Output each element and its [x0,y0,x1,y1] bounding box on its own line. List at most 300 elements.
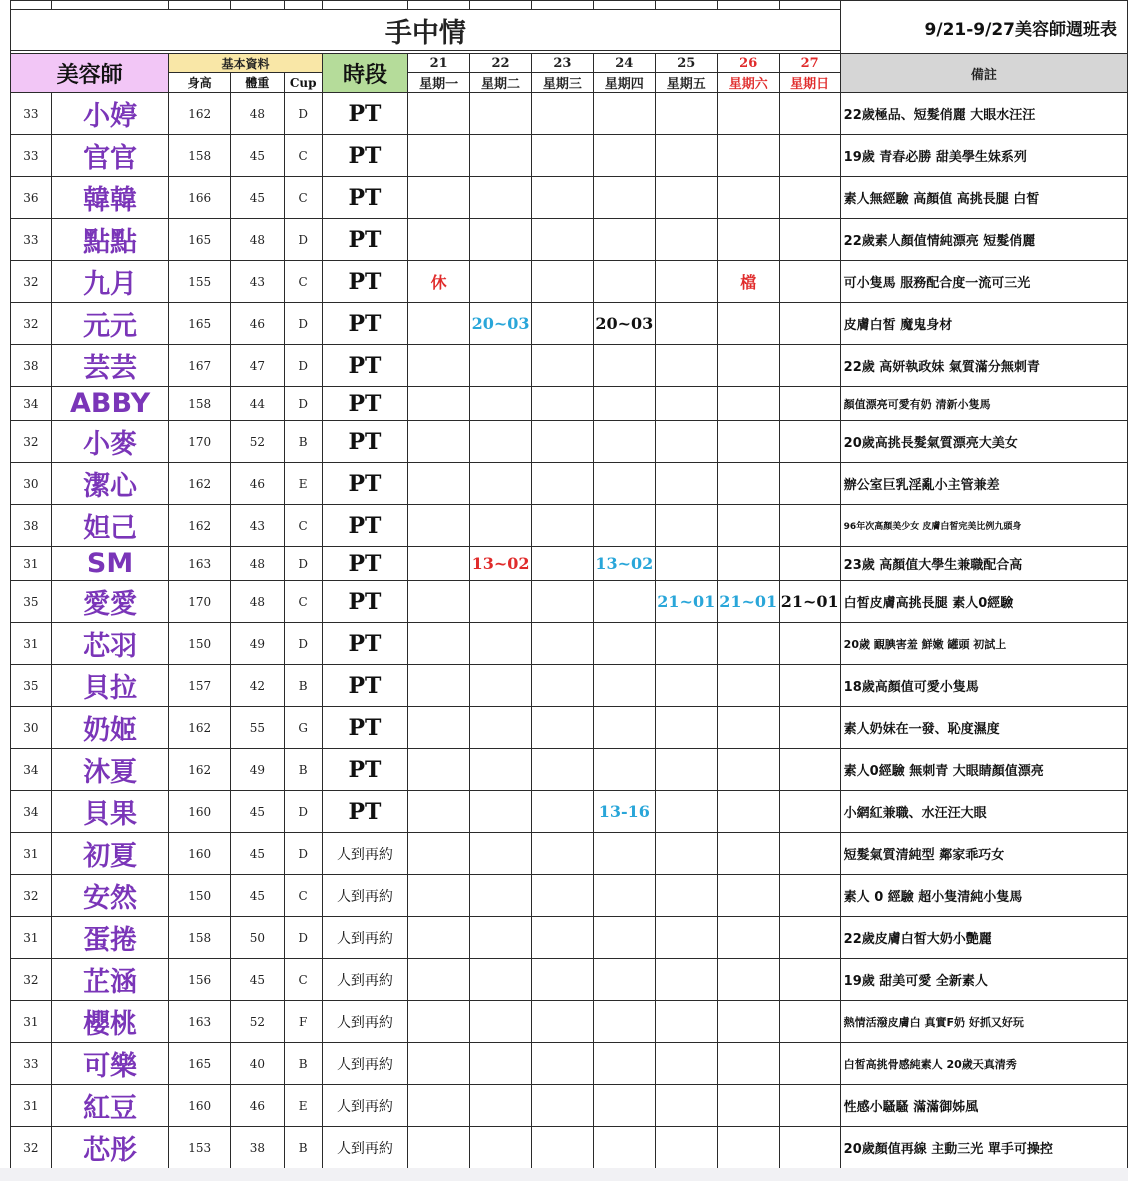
day-number: 26 [717,54,779,73]
weight-cell: 48 [231,547,285,581]
height-cell: 162 [169,505,231,547]
weight-cell: 52 [231,1001,285,1043]
spacer-cell [532,1,594,10]
schedule-cell [717,303,779,345]
schedule-cell [408,1043,470,1085]
schedule-cell [532,421,594,463]
note-cell: 22歲 高妍執政妹 氣質滿分無刺青 [840,345,1127,387]
staff-row [11,917,1128,959]
schedule-cell [779,303,840,345]
height-cell: 160 [169,791,231,833]
schedule-cell [408,749,470,791]
schedule-cell [532,623,594,665]
staff-row [11,833,1128,875]
staff-name: 點點 [51,219,169,261]
schedule-cell [532,135,594,177]
schedule-cell [779,345,840,387]
note-cell: 22歲素人顏值情純漂亮 短髮俏麗 [840,219,1127,261]
schedule-cell [655,875,717,917]
spacer-cell [779,1,840,10]
schedule-cell [470,505,532,547]
age-cell: 32 [11,959,52,1001]
spacer-cell [284,1,322,10]
schedule-cell [655,93,717,135]
schedule-cell [532,303,594,345]
schedule-cell [655,505,717,547]
schedule-cell [470,177,532,219]
schedule-cell [532,505,594,547]
header-row-1 [11,54,1128,73]
age-cell: 36 [11,177,52,219]
note-cell: 辦公室巨乳淫亂小主管兼差 [840,463,1127,505]
schedule-cell [408,1127,470,1169]
staff-row [11,303,1128,345]
staff-row [11,135,1128,177]
schedule-cell [593,387,655,421]
weight-cell: 46 [231,303,285,345]
cup-cell: B [284,1127,322,1169]
schedule-cell [532,875,594,917]
schedule-cell [717,875,779,917]
cup-cell: E [284,463,322,505]
spacer-cell [717,1,779,10]
schedule-cell [408,875,470,917]
note-cell: 白皙高挑骨感純素人 20歲天真清秀 [840,1043,1127,1085]
cup-cell: B [284,421,322,463]
staff-row [11,1001,1128,1043]
schedule-cell: 檔 [717,261,779,303]
schedule-cell [717,917,779,959]
height-cell: 162 [169,463,231,505]
header-name: 美容師 [11,54,169,93]
schedule-cell [408,421,470,463]
staff-name: 芯羽 [51,623,169,665]
staff-name: 芯彤 [51,1127,169,1169]
weight-cell: 55 [231,707,285,749]
weight-cell: 48 [231,581,285,623]
spacer-cell [655,1,717,10]
weight-cell: 50 [231,917,285,959]
schedule-cell [593,261,655,303]
slot-cell: 人到再約 [322,1001,408,1043]
staff-row [11,1085,1128,1127]
staff-name: ABBY [51,387,169,421]
staff-name: SM [51,547,169,581]
schedule-cell [408,135,470,177]
schedule-cell [408,547,470,581]
schedule-cell [779,917,840,959]
schedule-cell [717,421,779,463]
height-cell: 163 [169,547,231,581]
note-cell: 19歲 青春必勝 甜美學生妹系列 [840,135,1127,177]
note-cell: 20歲高挑長髮氣質漂亮大美女 [840,421,1127,463]
staff-name: 可樂 [51,1043,169,1085]
schedule-cell [532,1127,594,1169]
weight-cell: 44 [231,387,285,421]
sheet-title: 手中情 [11,10,841,51]
schedule-cell [532,1043,594,1085]
staff-name: 安然 [51,875,169,917]
cup-cell: B [284,665,322,707]
schedule-cell [408,833,470,875]
schedule-cell [593,421,655,463]
staff-name: 愛愛 [51,581,169,623]
staff-row [11,261,1128,303]
day-weekday: 星期四 [593,73,655,93]
schedule-cell [408,1085,470,1127]
schedule-cell [779,707,840,749]
schedule-cell [532,581,594,623]
staff-row [11,421,1128,463]
schedule-cell [779,387,840,421]
schedule-cell [655,749,717,791]
schedule-cell [655,421,717,463]
slot-cell: 人到再約 [322,833,408,875]
staff-row [11,707,1128,749]
slot-cell: PT [322,387,408,421]
schedule-cell [408,665,470,707]
cup-cell: C [284,959,322,1001]
cup-cell: D [284,917,322,959]
header-notes: 備註 [840,54,1127,93]
staff-name: 妲己 [51,505,169,547]
schedule-cell [408,177,470,219]
height-cell: 162 [169,707,231,749]
schedule-cell [655,177,717,219]
day-weekday: 星期二 [470,73,532,93]
height-cell: 157 [169,665,231,707]
slot-cell: PT [322,665,408,707]
slot-cell: PT [322,581,408,623]
staff-name: 芷涵 [51,959,169,1001]
schedule-cell [408,93,470,135]
staff-name: 貝拉 [51,665,169,707]
age-cell: 31 [11,623,52,665]
day-weekday: 星期六 [717,73,779,93]
height-cell: 162 [169,93,231,135]
schedule-cell [470,1001,532,1043]
height-cell: 163 [169,1001,231,1043]
schedule-cell [532,345,594,387]
schedule-cell: 13~02 [593,547,655,581]
weight-cell: 45 [231,875,285,917]
weight-cell: 49 [231,749,285,791]
slot-cell: PT [322,219,408,261]
schedule-cell [717,707,779,749]
schedule-cell [532,833,594,875]
schedule-cell [655,707,717,749]
schedule-cell [717,345,779,387]
day-weekday: 星期五 [655,73,717,93]
age-cell: 33 [11,93,52,135]
cup-cell: D [284,791,322,833]
header-weight: 體重 [231,73,285,93]
schedule-cell [717,505,779,547]
top-spacer-row [11,1,1128,10]
schedule-cell [470,345,532,387]
schedule-cell [779,463,840,505]
staff-row [11,345,1128,387]
schedule-cell [779,135,840,177]
cup-cell: D [284,219,322,261]
weight-cell: 49 [231,623,285,665]
schedule-cell [655,959,717,1001]
schedule-cell [532,93,594,135]
schedule-cell [470,463,532,505]
note-cell: 22歲極品、短髮俏麗 大眼水汪汪 [840,93,1127,135]
schedule-cell [779,959,840,1001]
note-cell: 白皙皮膚高挑長腿 素人0經驗 [840,581,1127,623]
staff-row [11,665,1128,707]
schedule-cell [655,665,717,707]
age-cell: 33 [11,135,52,177]
schedule-cell: 13-16 [593,791,655,833]
schedule-cell [593,135,655,177]
schedule-cell [655,547,717,581]
schedule-cell [779,219,840,261]
spacer-cell [51,1,169,10]
staff-row [11,1043,1128,1085]
age-cell: 31 [11,1001,52,1043]
slot-cell: PT [322,707,408,749]
slot-cell: PT [322,421,408,463]
header-slot: 時段 [322,54,408,93]
age-cell: 32 [11,875,52,917]
schedule-cell [408,219,470,261]
height-cell: 166 [169,177,231,219]
schedule-cell [593,581,655,623]
slot-cell: PT [322,505,408,547]
cup-cell: D [284,93,322,135]
staff-row [11,875,1128,917]
day-number: 25 [655,54,717,73]
schedule-cell [470,665,532,707]
age-cell: 35 [11,665,52,707]
staff-row [11,177,1128,219]
staff-name: 韓韓 [51,177,169,219]
schedule-cell [655,1127,717,1169]
note-cell: 素人 0 經驗 超小隻清純小隻馬 [840,875,1127,917]
schedule-cell [779,875,840,917]
schedule-cell [593,1127,655,1169]
note-cell: 皮膚白皙 魔鬼身材 [840,303,1127,345]
height-cell: 158 [169,387,231,421]
age-cell: 35 [11,581,52,623]
slot-cell: PT [322,791,408,833]
height-cell: 170 [169,421,231,463]
slot-cell: 人到再約 [322,875,408,917]
schedule-cell [655,1043,717,1085]
age-cell: 34 [11,749,52,791]
schedule-cell [779,1127,840,1169]
weight-cell: 42 [231,665,285,707]
schedule-cell [717,463,779,505]
schedule-cell [470,791,532,833]
slot-cell: 人到再約 [322,1043,408,1085]
height-cell: 158 [169,135,231,177]
height-cell: 165 [169,219,231,261]
age-cell: 31 [11,833,52,875]
schedule-cell [408,791,470,833]
schedule-cell [717,1001,779,1043]
staff-name: 元元 [51,303,169,345]
note-cell: 小網紅兼職、水汪汪大眼 [840,791,1127,833]
header-cup: Cup [284,73,322,93]
schedule-cell [470,1127,532,1169]
schedule-cell [470,1085,532,1127]
schedule-cell: 21~01 [655,581,717,623]
note-cell: 22歲皮膚白皙大奶小艷麗 [840,917,1127,959]
schedule-table [10,0,1128,1169]
schedule-cell [532,1001,594,1043]
schedule-cell [717,387,779,421]
staff-row [11,749,1128,791]
cup-cell: B [284,1043,322,1085]
cup-cell: D [284,547,322,581]
schedule-cell [470,833,532,875]
cup-cell: D [284,303,322,345]
staff-row [11,623,1128,665]
schedule-cell [593,505,655,547]
schedule-cell [717,833,779,875]
day-number: 27 [779,54,840,73]
schedule-cell [532,707,594,749]
staff-name: 芸芸 [51,345,169,387]
note-cell: 19歲 甜美可愛 全新素人 [840,959,1127,1001]
age-cell: 33 [11,1043,52,1085]
height-cell: 150 [169,623,231,665]
schedule-cell [779,505,840,547]
schedule-cell [717,1085,779,1127]
schedule-cell [408,505,470,547]
note-cell: 性感小騷騷 滿滿御姊風 [840,1085,1127,1127]
schedule-cell [779,93,840,135]
schedule-cell [717,1043,779,1085]
schedule-cell [532,261,594,303]
cup-cell: C [284,177,322,219]
schedule-cell [779,1043,840,1085]
weight-cell: 46 [231,463,285,505]
spacer-cell [322,1,408,10]
staff-row [11,959,1128,1001]
schedule-cell [532,665,594,707]
note-cell: 可小隻馬 服務配合度一流可三光 [840,261,1127,303]
schedule-cell [470,917,532,959]
slot-cell: 人到再約 [322,1127,408,1169]
schedule-cell [717,177,779,219]
schedule-cell [655,917,717,959]
height-cell: 160 [169,1085,231,1127]
staff-row [11,581,1128,623]
staff-name: 蛋捲 [51,917,169,959]
note-cell: 23歲 高顏值大學生兼職配合高 [840,547,1127,581]
schedule-cell: 13~02 [470,547,532,581]
height-cell: 160 [169,833,231,875]
schedule-cell [532,387,594,421]
note-cell: 20歲顏值再線 主動三光 單手可操控 [840,1127,1127,1169]
schedule-cell: 休 [408,261,470,303]
age-cell: 34 [11,791,52,833]
staff-name: 官官 [51,135,169,177]
age-cell: 31 [11,1085,52,1127]
weight-cell: 45 [231,135,285,177]
weight-cell: 38 [231,1127,285,1169]
weight-cell: 46 [231,1085,285,1127]
age-cell: 32 [11,1127,52,1169]
slot-cell: PT [322,261,408,303]
schedule-cell [532,917,594,959]
age-cell: 30 [11,463,52,505]
schedule-cell [593,959,655,1001]
schedule-cell [655,1085,717,1127]
weight-cell: 48 [231,219,285,261]
schedule-cell [470,421,532,463]
slot-cell: PT [322,303,408,345]
schedule-cell [593,623,655,665]
schedule-cell [779,665,840,707]
height-cell: 156 [169,959,231,1001]
weight-cell: 43 [231,505,285,547]
schedule-cell [408,1001,470,1043]
schedule-cell [717,623,779,665]
note-cell: 素人0經驗 無刺青 大眼睛顏值漂亮 [840,749,1127,791]
schedule-cell [655,833,717,875]
cup-cell: D [284,623,322,665]
staff-name: 九月 [51,261,169,303]
staff-row [11,791,1128,833]
schedule-cell [532,791,594,833]
staff-name: 貝果 [51,791,169,833]
cup-cell: C [284,505,322,547]
staff-name: 櫻桃 [51,1001,169,1043]
header-basic-info: 基本資料 [169,54,322,73]
cup-cell: G [284,707,322,749]
schedule-cell [717,547,779,581]
height-cell: 155 [169,261,231,303]
schedule-cell [593,665,655,707]
schedule-cell [470,959,532,1001]
height-cell: 170 [169,581,231,623]
slot-cell: 人到再約 [322,959,408,1001]
schedule-cell [655,463,717,505]
schedule-cell: 20~03 [470,303,532,345]
schedule-cell [532,1085,594,1127]
cup-cell: D [284,345,322,387]
schedule-cell [655,261,717,303]
age-cell: 32 [11,261,52,303]
staff-name: 小婷 [51,93,169,135]
age-cell: 34 [11,387,52,421]
schedule-cell [779,421,840,463]
schedule-cell [532,959,594,1001]
staff-name: 沐夏 [51,749,169,791]
schedule-cell [470,581,532,623]
schedule-cell [717,959,779,1001]
day-number: 24 [593,54,655,73]
schedule-cell [470,261,532,303]
schedule-cell [408,959,470,1001]
schedule-cell: 20~03 [593,303,655,345]
schedule-cell [779,791,840,833]
slot-cell: PT [322,547,408,581]
schedule-cell [470,623,532,665]
weight-cell: 45 [231,833,285,875]
note-cell: 96年次高顏美少女 皮膚白皙完美比例九頭身 [840,505,1127,547]
weight-cell: 45 [231,177,285,219]
staff-row [11,1127,1128,1169]
schedule-cell [593,463,655,505]
note-cell: 顏值漂亮可愛有奶 清新小隻馬 [840,387,1127,421]
